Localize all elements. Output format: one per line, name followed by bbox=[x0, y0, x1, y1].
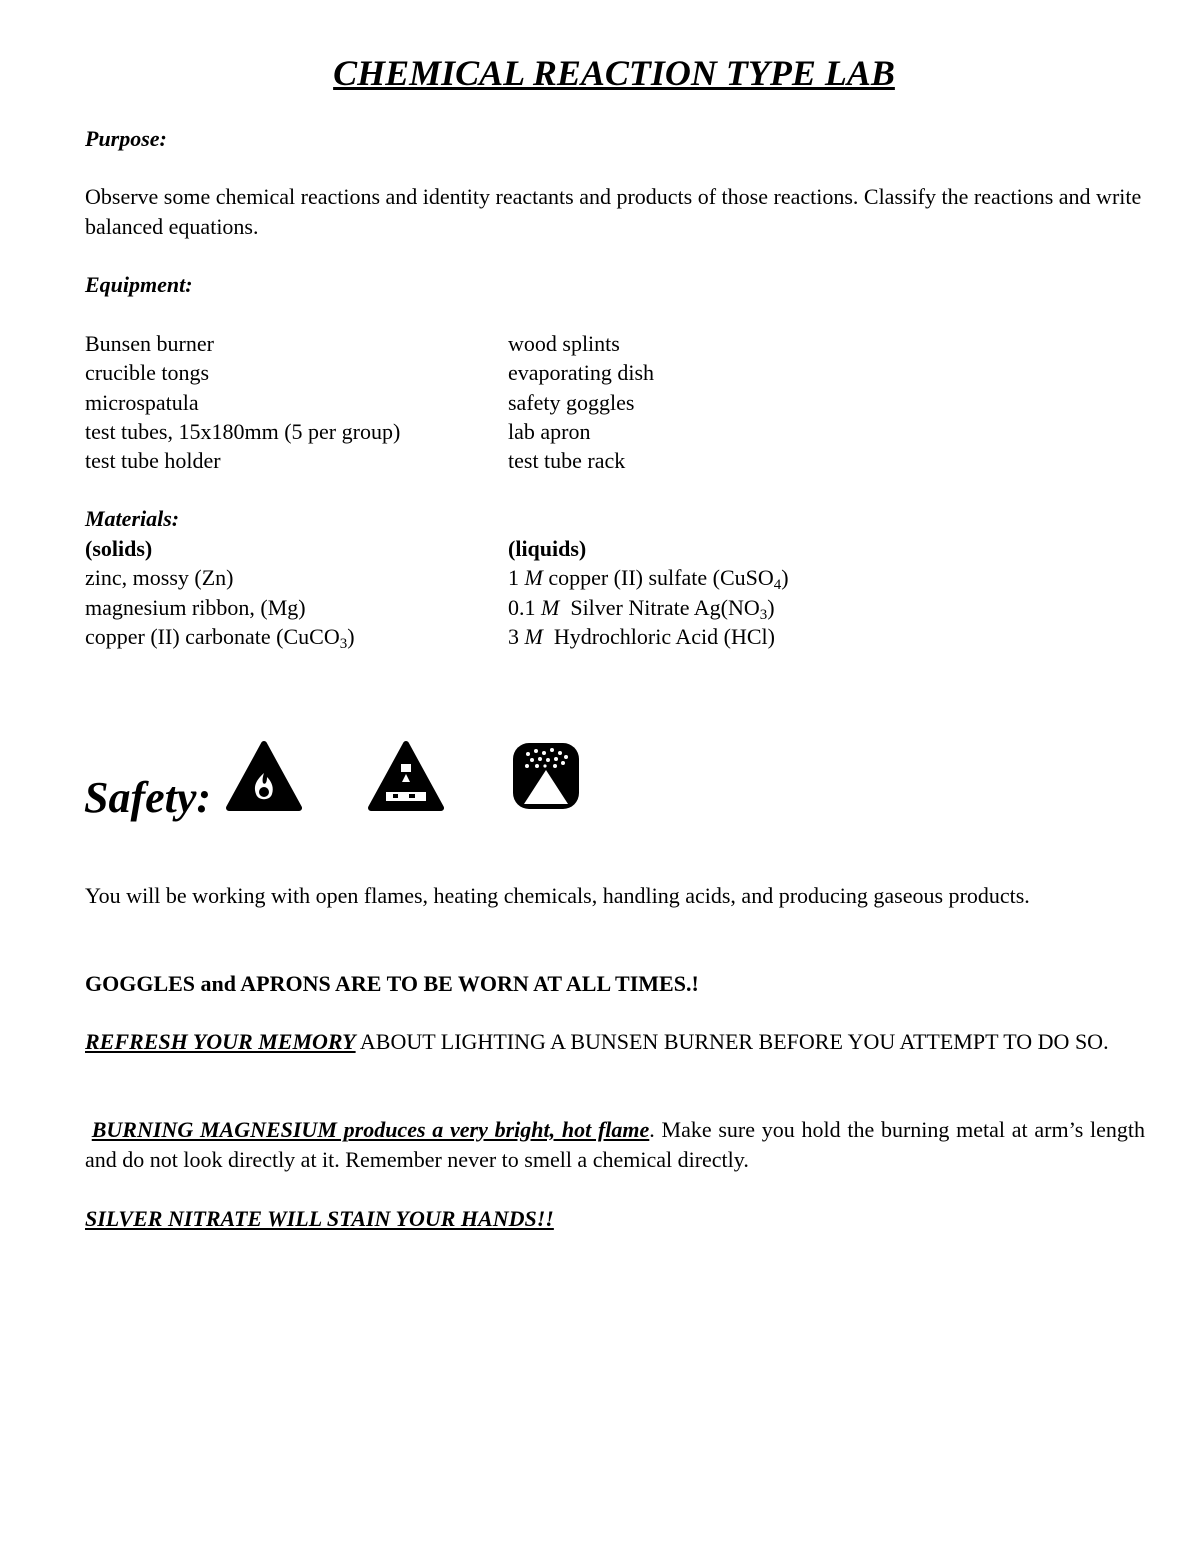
list-item: 0.1 M Silver Nitrate $Ag(NO_3)$ bbox=[508, 594, 775, 623]
silver-nitrate-warning: SILVER NITRATE WILL STAIN YOUR HANDS!! bbox=[85, 1206, 554, 1231]
page-title: CHEMICAL REACTION TYPE LAB bbox=[333, 53, 895, 93]
liquids-list bbox=[508, 534, 789, 651]
list-item: test tubes, 15x180mm (5 per group) bbox=[85, 418, 401, 444]
list-item: test tube holder bbox=[85, 448, 221, 474]
list-item: zinc, mossy (Zn) bbox=[85, 565, 234, 591]
list-item: wood splints bbox=[508, 331, 620, 356]
goggles-warning: GOGGLES and APRONS ARE TO BE WORN AT ALL TIMES.! bbox=[85, 971, 699, 996]
list-item: safety goggles bbox=[508, 389, 635, 415]
equipment-list-right bbox=[508, 329, 654, 475]
equipment-heading: Equipment: bbox=[85, 272, 193, 297]
corrosive-warning-icon bbox=[368, 740, 444, 812]
equipment-list-left bbox=[85, 329, 400, 475]
list-item: Bunsen burner bbox=[85, 331, 214, 356]
list-item: magnesium ribbon, (Mg) bbox=[85, 594, 306, 620]
burning-magnesium-note: BURNING MAGNESIUM produces a very bright, hot flame. Make sure you hold the burning metal at arm’s length and do not look directly at it. Remember never to smell a chemical directly. bbox=[85, 1117, 1146, 1172]
list-item: microspatula bbox=[85, 389, 199, 415]
list-item: evaporating dish bbox=[508, 360, 655, 386]
purpose-heading: Purpose: bbox=[85, 126, 167, 151]
list-item: copper (II) carbonate (CuCO$_3$) bbox=[85, 623, 355, 652]
list-item: lab apron bbox=[508, 418, 591, 444]
list-item: 3 M Hydrochloric Acid (HCl) bbox=[508, 623, 775, 649]
materials-heading: Materials: bbox=[85, 506, 180, 531]
safety-heading: Safety: bbox=[84, 773, 212, 822]
purpose-text: Observe some chemical reactions and identity reactants and products of those reactions. Classify the reactions and write balanced equations. bbox=[85, 184, 1142, 239]
liquids-heading: (liquids) bbox=[508, 536, 587, 561]
list-item: 1 M copper (II) sulfate (CuSO$_4$) bbox=[508, 565, 789, 594]
list-item: test tube rack bbox=[508, 448, 626, 474]
gas-fumes-icon bbox=[510, 740, 582, 812]
refresh-memory-note: REFRESH YOUR MEMORY ABOUT LIGHTING A BUNSEN BURNER BEFORE YOU ATTEMPT TO DO SO. bbox=[85, 1029, 1109, 1054]
flammable-warning-icon bbox=[226, 740, 302, 812]
list-item: crucible tongs bbox=[85, 360, 210, 386]
safety-intro: You will be working with open flames, heating chemicals, handling acids, and producing gaseous products. bbox=[85, 883, 1030, 908]
solids-list bbox=[85, 534, 355, 651]
solids-heading: (solids) bbox=[85, 536, 153, 561]
